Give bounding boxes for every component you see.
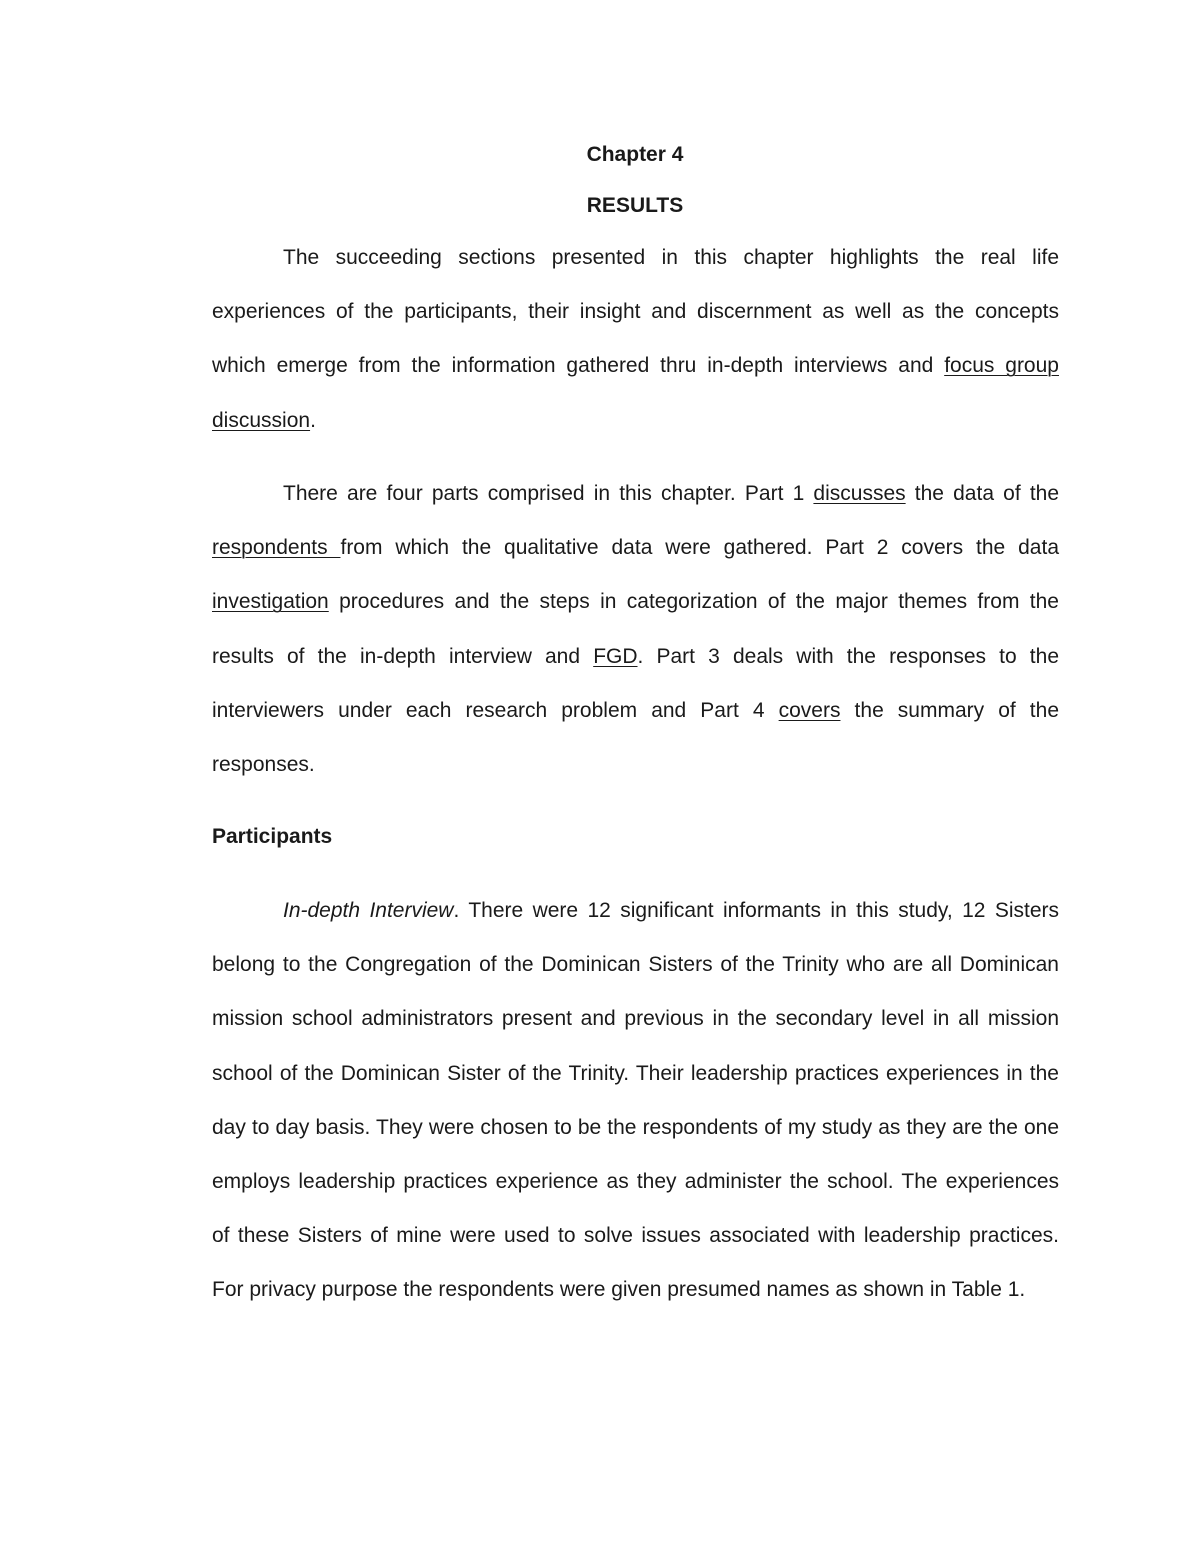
paragraph-text: . Part 3 deals with the responses to the interviewers under each research problem and Part 4	[212, 644, 1059, 722]
participants-paragraph	[212, 884, 1059, 1318]
paragraph-text: The succeeding sections presented in this chapter highlights the real life experiences of the participants, their insight and discernment as well as the concepts which emerge from the information gathered thru in-depth interviews and	[212, 246, 1059, 378]
paragraph-text: .	[310, 408, 316, 432]
paragraph-text: the summary of the responses.	[212, 698, 1059, 777]
chapter-number: Chapter 4	[586, 143, 684, 166]
run-in-heading: In-depth Interview	[283, 899, 454, 922]
paragraph-text: the data of the	[905, 482, 1060, 505]
underlined-term: discusses	[813, 482, 906, 505]
underlined-term: covers	[778, 698, 841, 722]
parts-paragraph	[212, 467, 1059, 792]
underlined-term: investigation	[212, 590, 329, 614]
underlined-term: focus group discussion	[212, 354, 1059, 432]
section-heading: Participants	[212, 825, 333, 848]
paragraph-text: from which the qualitative data were gathered. Part 2 covers the data	[340, 536, 1060, 560]
paragraph-text: There are four parts comprised in this chapter. Part 1	[283, 482, 814, 505]
underlined-term: FGD	[593, 644, 638, 668]
paragraph-text: procedures and the steps in categorization of the major themes from the results of the in-depth interview and	[212, 590, 1059, 668]
chapter-title: RESULTS	[586, 194, 684, 217]
underlined-term: respondents	[212, 536, 341, 560]
paragraph-text: . There were 12 significant informants in this study, 12 Sisters belong to the Congregation of the Dominican Sisters of the Trinity who are all Dominican mission school administrators present and previous in the secondary level in all mission school of the Dominican Sister of the Trinity. Their leadership practices experiences in the day to day basis. They were chosen to be the respondents of my study as they are the one employs leadership practices experience as they administer the school. The experiences of these Sisters of mine were used to solve issues associated with leadership practices. For privacy purpose the respondents were given presumed names as shown in Table 1.	[212, 899, 1059, 1302]
intro-paragraph	[212, 231, 1059, 448]
